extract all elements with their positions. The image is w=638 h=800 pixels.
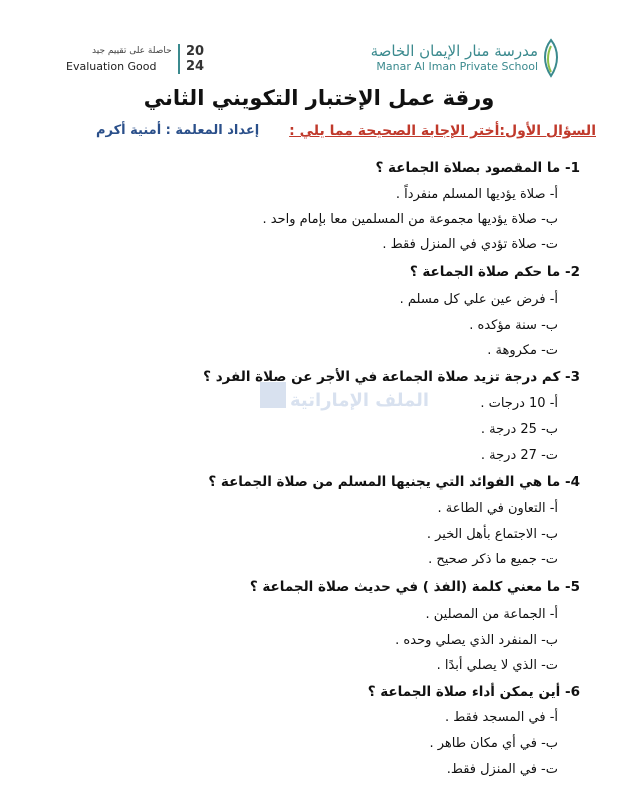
question-2: 2- ما حكم صلاة الجماعة ؟ bbox=[409, 264, 580, 280]
option-5c: ت- الذي لا يصلي أبدًا . bbox=[436, 658, 558, 673]
option-4c: ت- جميع ما ذكر صحيح . bbox=[428, 552, 558, 567]
option-4a: أ- التعاون في الطاعة . bbox=[437, 501, 558, 516]
option-3b: ب- 25 درجة . bbox=[480, 422, 558, 437]
option-2a: أ- فرض عين علي كل مسلم . bbox=[399, 292, 558, 307]
option-6b: ب- في أي مكان طاهر . bbox=[429, 736, 558, 751]
year-bottom: 24 bbox=[186, 59, 205, 74]
option-2b: ب- سنة مؤكده . bbox=[469, 318, 558, 333]
school-name-arabic: مدرسة منار الإيمان الخاصة bbox=[370, 42, 538, 60]
option-5b: ب- المنفرد الذي يصلي وحده . bbox=[395, 633, 558, 648]
question-5: 5- ما معني كلمة (الفذ ) في حديث صلاة الجماعة ؟ bbox=[249, 579, 580, 595]
question-1: 1- ما المقصود بصلاة الجماعة ؟ bbox=[375, 160, 580, 176]
question-6: 6- أين يمكن أداء صلاة الجماعة ؟ bbox=[367, 684, 580, 700]
option-3c: ت- 27 درجة . bbox=[480, 448, 558, 463]
option-1b: ب- صلاة يؤديها مجموعة من المسلمين معا بإمام واحد . bbox=[262, 212, 558, 227]
option-2c: ت- مكروهة . bbox=[487, 343, 558, 358]
award-arabic: حاصلة على تقييم جيد bbox=[92, 46, 172, 56]
year-top: 20 bbox=[186, 44, 205, 59]
option-6c: ت- في المنزل فقط. bbox=[446, 762, 558, 777]
award-english: Evaluation Good bbox=[66, 60, 157, 73]
year-divider bbox=[178, 44, 180, 74]
school-name-english: Manar Al Iman Private School bbox=[376, 60, 538, 73]
section-title: السؤال الأول:أختر الإجابة الصحيحة مما يلي : bbox=[289, 123, 596, 139]
option-4b: ب- الاجتماع بأهل الخير . bbox=[426, 527, 558, 542]
question-4: 4- ما هي الفوائد التي يجنيها المسلم من صلاة الجماعة ؟ bbox=[208, 474, 580, 490]
school-logo-icon bbox=[540, 38, 562, 78]
option-5a: أ- الجماعة من المصلين . bbox=[425, 607, 558, 622]
worksheet-title: ورقة عمل الإختبار التكويني الثاني bbox=[143, 86, 495, 110]
question-3: 3- كم درجة تزيد صلاة الجماعة في الأجر عن صلاة الفرد ؟ bbox=[203, 369, 580, 385]
option-1c: ت- صلاة تؤدي في المنزل فقط . bbox=[382, 237, 558, 252]
teacher-name: إعداد المعلمة : أمنية أكرم bbox=[96, 123, 260, 138]
watermark-logo-icon bbox=[260, 382, 286, 408]
watermark-text: الملف الإماراتية bbox=[290, 390, 430, 411]
option-3a: أ- 10 درجات . bbox=[480, 396, 558, 411]
option-1a: أ- صلاة يؤديها المسلم منفرداً . bbox=[395, 187, 558, 202]
option-6a: أ- في المسجد فقط . bbox=[444, 710, 558, 725]
watermark bbox=[260, 382, 430, 428]
year-badge bbox=[186, 44, 204, 74]
